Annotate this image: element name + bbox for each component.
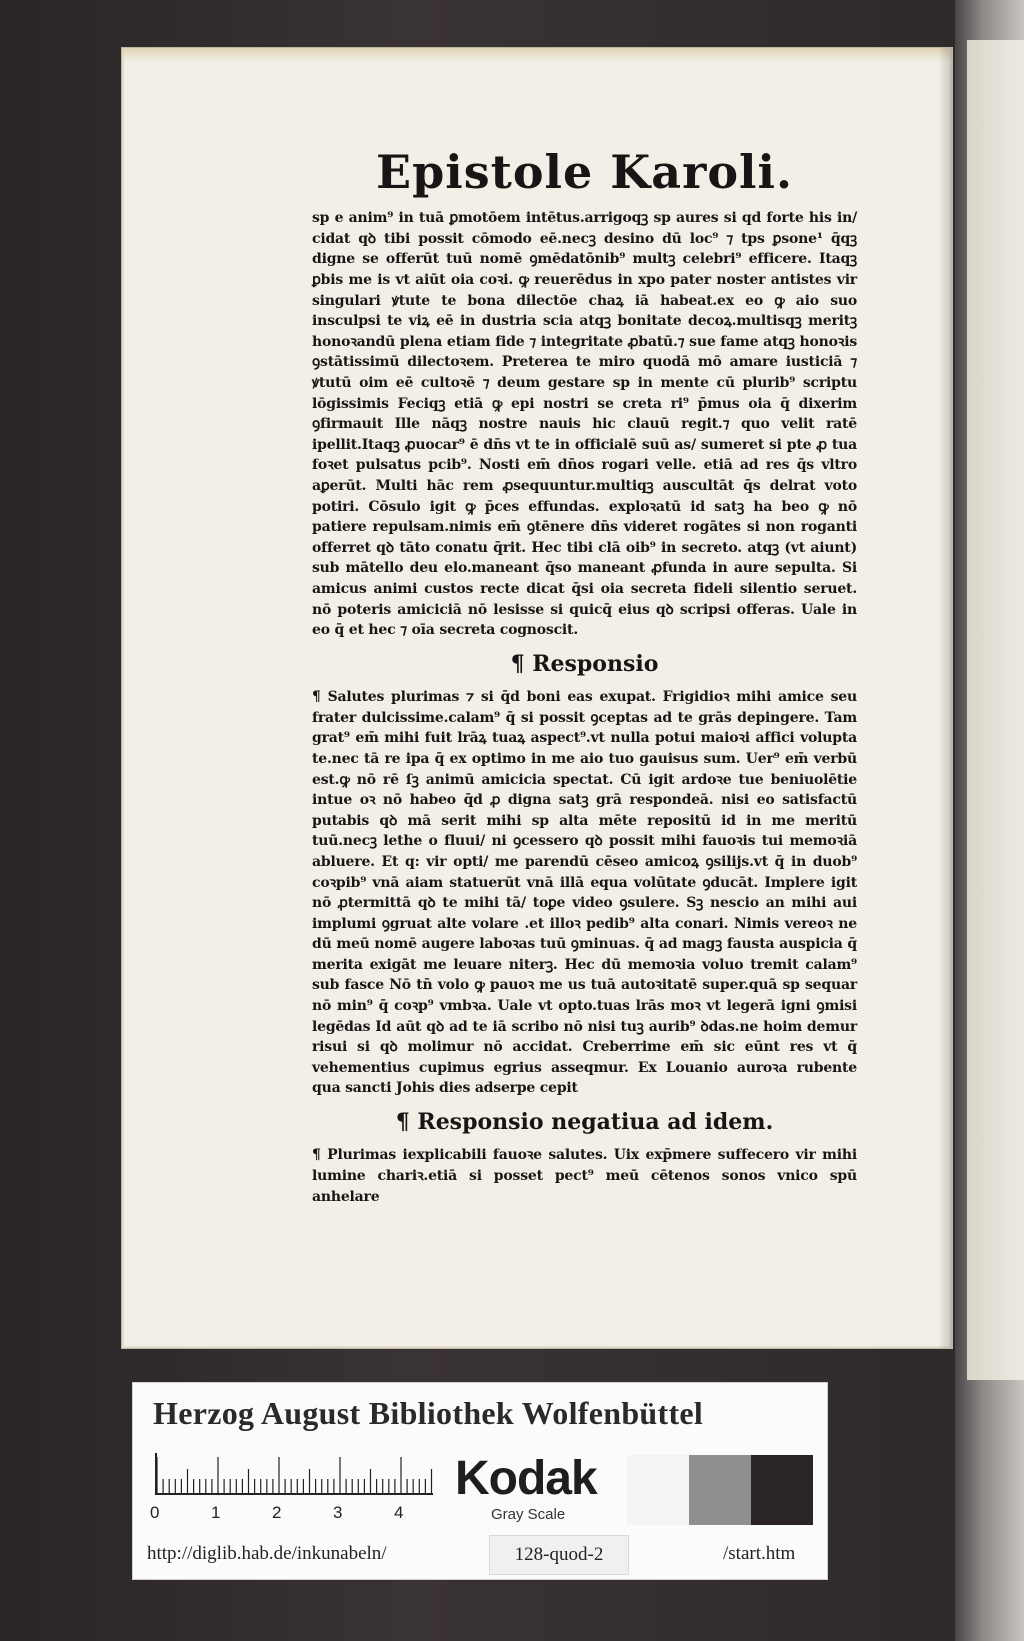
ruler-number: 0 — [150, 1503, 160, 1522]
ruler-number: 3 — [333, 1503, 343, 1522]
calibration-card — [132, 1382, 828, 1580]
ruler-ticks — [157, 1453, 433, 1493]
gray-patch-dark — [751, 1455, 813, 1525]
facing-page-edge — [955, 0, 1024, 1641]
section-heading-responsio-negatiua: ¶ Responsio negatiua ad idem. — [395, 1109, 774, 1136]
gray-patch-white — [627, 1455, 689, 1525]
facing-leaf — [967, 40, 1024, 1380]
gray-patch-mid — [689, 1455, 751, 1525]
measurement-ruler — [155, 1453, 433, 1495]
ruler-number: 1 — [211, 1503, 221, 1522]
ruler-number: 2 — [272, 1503, 282, 1522]
letter-paragraph: sp e anim⁹ in tuā ꝑmotōem intētus.arrigoqꝫ sp aures si qd forte his in/ cidat qꝺ tibi possit cōmodo eē.necꝫ desino dū loc⁹ ⁊ tps ꝑsone¹ q̄qꝫ digne se offerūt tuū nomē ꝯmēdatōnib⁹ multꝫ celebri⁹ efficere. Itaqꝫ ꝑbis me is vt aiūt oia coꝛi. ꝙ reuerēdus in xpo pater noster antistes vir singulari ꝟtute te bona dilectōe chaꝝ iā habeat.ex eo ꝙ aio suo insculpsi te viꝝ eē in dustria scia atqꝫ bonitate decoꝝ.multisqꝫ meritꝫ honoꝛandū plena etiam fide ⁊ integritate ꝓbatū.⁊ sue fame atqꝫ honoꝛis ꝯstātissimū dilectoꝛem. Preterea te miro quodā mō amare iusticiā ⁊ ꝟtutū oim eē cultoꝛē ⁊ deum gestare sp in mente cū plurib⁹ scriptu lōgissimis Feciqꝫ etiā ꝙ epi nostri se creta ri⁹ p̄mus oia q̄ dixerim ꝯfirmauit Ille nāqꝫ nostre nauis hic clauū regit.⁊ quo velit ratē ipellit.Itaqꝫ ꝓuocar⁹ ē dn̄s vt te in officialē suū as/ sumeret si pte ꝓ tua foꝛet pulsatus pcib⁹. Nosti em̄ dn̄os rogari velle. etiā ad res q̄s vltro aꝑerūt. Multi hāc rem ꝓsequuntur.multiqꝫ auscultāt q̄s delrat voto potiri. Cōsulo igit ꝙ p̄ces effundas. exploꝛatū id satꝫ ha beo ꝙ nō patiere repulsam.nimis em̄ ꝯtēnere dn̄s videret rogātes si non roganti offerret qꝺ tāto conatu q̄rit. Hec tibi clā oib⁹ in secreto. atqꝫ (vt aiunt) sub mātello deu elo.maneant q̄so maneant ꝓfunda in aure sepulta. Si amicus animi custos recte dicat q̄si oia secreta fideli silentio seruet. nō poteris amiciciā nō lesisse si quicq̄ eius qꝺ scripsi offeras. Uale in eo q̄ et hec ⁊ oīa secreta cognoscit. — [312, 210, 857, 639]
section-heading-responsio: ¶ Responsio — [510, 650, 659, 677]
url-suffix: /start.htm — [723, 1543, 796, 1564]
running-head: Epistole Karoli. — [376, 145, 793, 199]
kodak-logo: Kodak — [455, 1452, 597, 1505]
responsio-text: ¶ Salutes plurimas ⁊ si q̄d boni eas exupat. Frigidioꝛ mihi amice seu frater dulcissime.calam⁹ q̄ si possit ꝯceptas ad te grās depingere. Tam grat⁹ em̄ mihi fuit lrāꝝ tuaꝝ aspect⁹.vt nulla potui maioꝛi affici volupta te.nec tā re ipa q̄ ex optimo in me aio tuo gauisus sum. Uer⁹ em̄ verbū est.ꝙ nō rē ſꝫ animū amicicia spectat. Cū igit ardoꝛe tue beniuolētie intue oꝛ nō habeo q̄d ꝓ digna satꝫ grā respondeā. nisi eo satisfactū putabis qꝺ mā serit mihi sp alta mēte repositū id in me meritū tuū.necꝫ lethe o fluui/ ni ꝯcessero qꝺ possit mihi fauoꝛis tui memoꝛiā abluere. Et q: vir opti/ me parendū cēseo amicoꝝ ꝯsilijs.vt q̄ in duob⁹ coꝛpib⁹ vnā aiam statuerūt vnā illā equa volūtate ꝯducāt. Implere igit nō ꝓtermittā qꝺ te mihi tā/ toꝑe video ꝯsulere. Sꝫ nescio an mihi aui implumi ꝯgruat alte volare .et illoꝛ pedib⁹ alta conari. Nimis vereoꝛ ne dū meū nomē augere laboꝛas tuū ꝯminuas. q̄ ad magꝫ fausta auspicia q̄ merita exigāt me leuare niterꝫ. Hec dū memoꝛia voluo tremit calam⁹ sub fasce Nō tn̄ volo ꝙ pauoꝛ me us tuā autoꝛitatē super.quā sp sequar nō min⁹ q̄ coꝛp⁹ vmbꝛa. Uale vt opto.tuas lrās moꝛ vt legerā igni ꝯmisi legēdas Id aūt qꝺ ad te iā scribo nō nisi tuꝫ aurib⁹ ꝺdas.ne hoim demur risui si qꝺ molimur nō accidat. Creberrime em̄ sic eūnt res vt q̄ vehementius cupimus egrius asseqmur. Ex Louanio auroꝛa rubente qua sancti Johis dies adserpe cepit — [312, 689, 857, 1097]
book-page — [122, 48, 952, 1348]
ruler-number: 4 — [394, 1503, 404, 1522]
institution-name: Herzog August Bibliothek Wolfenbüttel — [153, 1395, 704, 1431]
url-id: 128-quod-2 — [489, 1535, 629, 1575]
gray-scale-label: Gray Scale — [491, 1506, 566, 1523]
page-top-stain — [122, 48, 952, 62]
responsio-negatiua-text: ¶ Plurimas iexplicabili fauoꝛe salutes. Uix exp̄mere suffecero vir mihi lumine chariꝛ.etiā si posset pect⁹ meū cētenos sonos vnico spū anhelare — [312, 1147, 857, 1205]
text-block — [312, 145, 857, 1207]
url-base: http://diglib.hab.de/inkunabeln/ — [147, 1543, 387, 1564]
page-gutter-shadow — [938, 48, 952, 1348]
